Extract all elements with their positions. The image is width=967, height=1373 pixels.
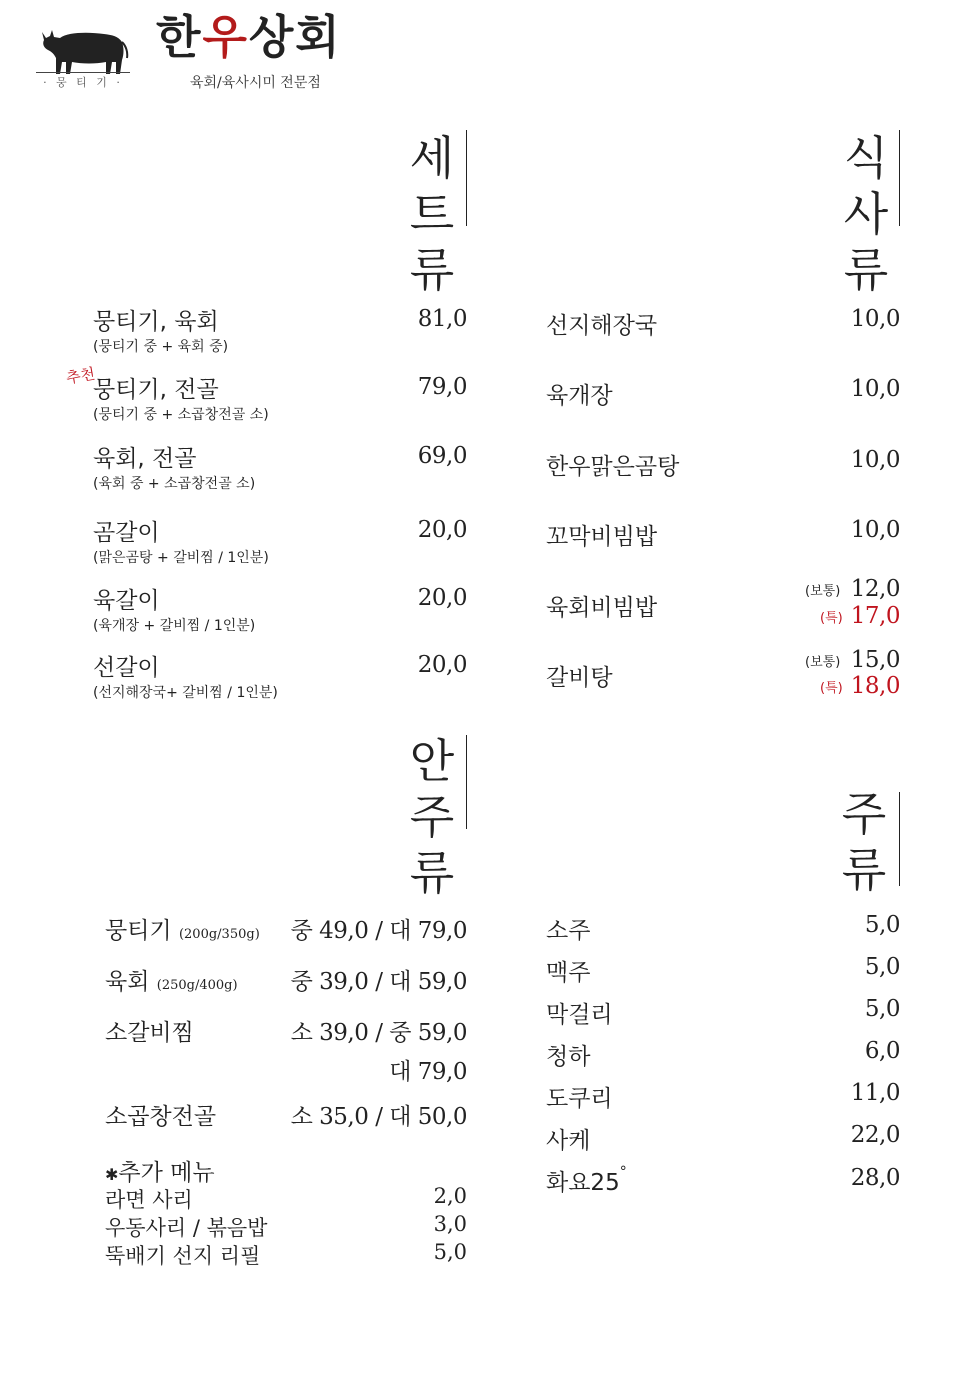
drink-item <box>546 1164 627 1197</box>
item-name: 갈비탕 <box>546 665 613 691</box>
item-name: 육개장 <box>546 383 613 409</box>
title-char: 사 <box>843 187 889 241</box>
extra-name: 우동사리 / 볶음밥 <box>105 1216 268 1240</box>
item-name: 화요25 <box>546 1170 620 1196</box>
item-name: 뭉티기, 전골 <box>93 377 219 403</box>
item-price: 69,0 <box>417 443 467 469</box>
degree-icon: ° <box>619 1164 627 1180</box>
item-description: (육개장 + 갈비찜 / 1인분) <box>93 618 256 634</box>
section-title-set <box>404 130 460 298</box>
item-name: 청하 <box>546 1044 591 1070</box>
item-description: (선지해장국+ 갈비찜 / 1인분) <box>93 685 278 701</box>
section-title-bar <box>466 735 467 829</box>
title-char: 류 <box>409 243 455 297</box>
item-price-extra: 대 79,0 <box>389 1059 467 1085</box>
item-name: 뭉티기 <box>105 918 172 944</box>
tagline: 육회/육사시미 전문점 <box>190 75 321 91</box>
size-label-special: (특) <box>820 681 843 696</box>
item-price: 5,0 <box>864 996 900 1022</box>
item-description: (육회 중 + 소곱창전골 소) <box>93 476 256 492</box>
set-item <box>93 649 278 702</box>
item-price: 10,0 <box>850 376 900 402</box>
extra-name: 라면 사리 <box>105 1188 193 1212</box>
item-name: 도쿠리 <box>546 1086 613 1112</box>
section-title-meal <box>838 130 894 298</box>
set-item <box>93 440 255 493</box>
extras-title <box>105 1154 215 1187</box>
item-name: 뭉티기, 육회 <box>93 309 219 335</box>
item-price: 10,0 <box>850 306 900 332</box>
item-name: 한우맑은곰탕 <box>546 454 680 480</box>
item-name: 육갈이 <box>93 588 160 614</box>
extra-name: 뚝배기 선지 리필 <box>105 1244 261 1268</box>
extra-price: 5,0 <box>433 1240 467 1264</box>
brand-title <box>156 10 342 64</box>
item-price: 소 39,0 / 중 59,0 <box>290 1020 467 1046</box>
item-price-normal: 15,0 <box>850 647 900 673</box>
item-price: 22,0 <box>850 1122 900 1148</box>
item-price: 20,0 <box>417 585 467 611</box>
item-price: 중 49,0 / 대 79,0 <box>290 918 467 944</box>
item-name: 소주 <box>546 918 591 944</box>
item-price: 5,0 <box>864 954 900 980</box>
extras-title-text: 추가 메뉴 <box>118 1160 215 1186</box>
anju-item <box>105 963 238 996</box>
section-title-drinks <box>836 786 892 898</box>
set-item <box>93 303 228 356</box>
anju-item <box>105 912 260 945</box>
extra-price: 3,0 <box>433 1212 467 1236</box>
item-price: 소 35,0 / 대 50,0 <box>290 1104 467 1130</box>
title-char: 안 <box>409 734 455 788</box>
item-price: 20,0 <box>417 652 467 678</box>
item-price-special: 17,0 <box>850 603 900 629</box>
title-char: 류 <box>409 846 455 900</box>
item-description: (뭉티기 중 + 육회 중) <box>93 339 229 355</box>
size-label-special: (특) <box>820 611 843 626</box>
bull-logo-icon <box>38 18 130 76</box>
item-price: 20,0 <box>417 517 467 543</box>
set-item <box>93 514 269 567</box>
logo-divider <box>36 72 130 73</box>
item-price: 79,0 <box>417 374 467 400</box>
item-price: 81,0 <box>417 306 467 332</box>
item-name: 곰갈이 <box>93 520 160 546</box>
item-name: 막걸리 <box>546 1002 613 1028</box>
item-name: 선갈이 <box>93 655 160 681</box>
item-price: 중 39,0 / 대 59,0 <box>290 969 467 995</box>
item-name: 소갈비찜 <box>105 1020 194 1046</box>
item-name: 육회 <box>105 969 150 995</box>
item-name: 육회, 전골 <box>93 446 197 472</box>
section-title-anju <box>404 733 460 901</box>
logo-subtitle: · 뭉 티 기 · <box>43 76 123 89</box>
item-description: (뭉티기 중 + 소곱창전골 소) <box>93 407 269 423</box>
item-name: 꼬막비빔밥 <box>546 524 658 550</box>
set-item <box>93 582 255 635</box>
item-price: 28,0 <box>850 1165 900 1191</box>
item-name: 맥주 <box>546 960 591 986</box>
section-title-bar <box>899 130 900 226</box>
item-price: 5,0 <box>864 912 900 938</box>
brand-part-1: 한 <box>156 10 203 64</box>
title-char: 주 <box>409 790 455 844</box>
title-char: 세 <box>409 131 455 185</box>
item-name: 사케 <box>546 1128 591 1154</box>
size-label-normal: (보통) <box>805 655 841 670</box>
item-price-normal: 12,0 <box>850 576 900 602</box>
title-char: 트 <box>409 187 455 241</box>
title-char: 주 <box>841 787 887 841</box>
item-weight: (200g/350g) <box>178 927 260 942</box>
item-name: 육회비빔밥 <box>546 595 658 621</box>
asterisk-icon: ✱ <box>105 1165 119 1184</box>
size-label-normal: (보통) <box>805 584 841 599</box>
brand-part-accent: 우 <box>202 10 249 64</box>
item-name: 소곱창전골 <box>105 1104 217 1130</box>
section-title-bar <box>466 130 467 226</box>
extra-price: 2,0 <box>433 1184 467 1208</box>
item-price: 10,0 <box>850 517 900 543</box>
brand-part-2: 상회 <box>248 10 342 64</box>
set-item <box>93 371 269 424</box>
item-price: 6,0 <box>864 1038 900 1064</box>
item-price: 11,0 <box>850 1080 900 1106</box>
item-description: (맑은곰탕 + 갈비찜 / 1인분) <box>93 550 269 566</box>
item-weight: (250g/400g) <box>156 978 238 993</box>
item-price-special: 18,0 <box>850 673 900 699</box>
title-char: 식 <box>843 131 889 185</box>
section-title-bar <box>899 792 900 886</box>
title-char: 류 <box>841 843 887 897</box>
item-price: 10,0 <box>850 447 900 473</box>
title-char: 류 <box>843 243 889 297</box>
recommend-badge: 추천 <box>64 364 97 388</box>
item-name: 선지해장국 <box>546 313 658 339</box>
